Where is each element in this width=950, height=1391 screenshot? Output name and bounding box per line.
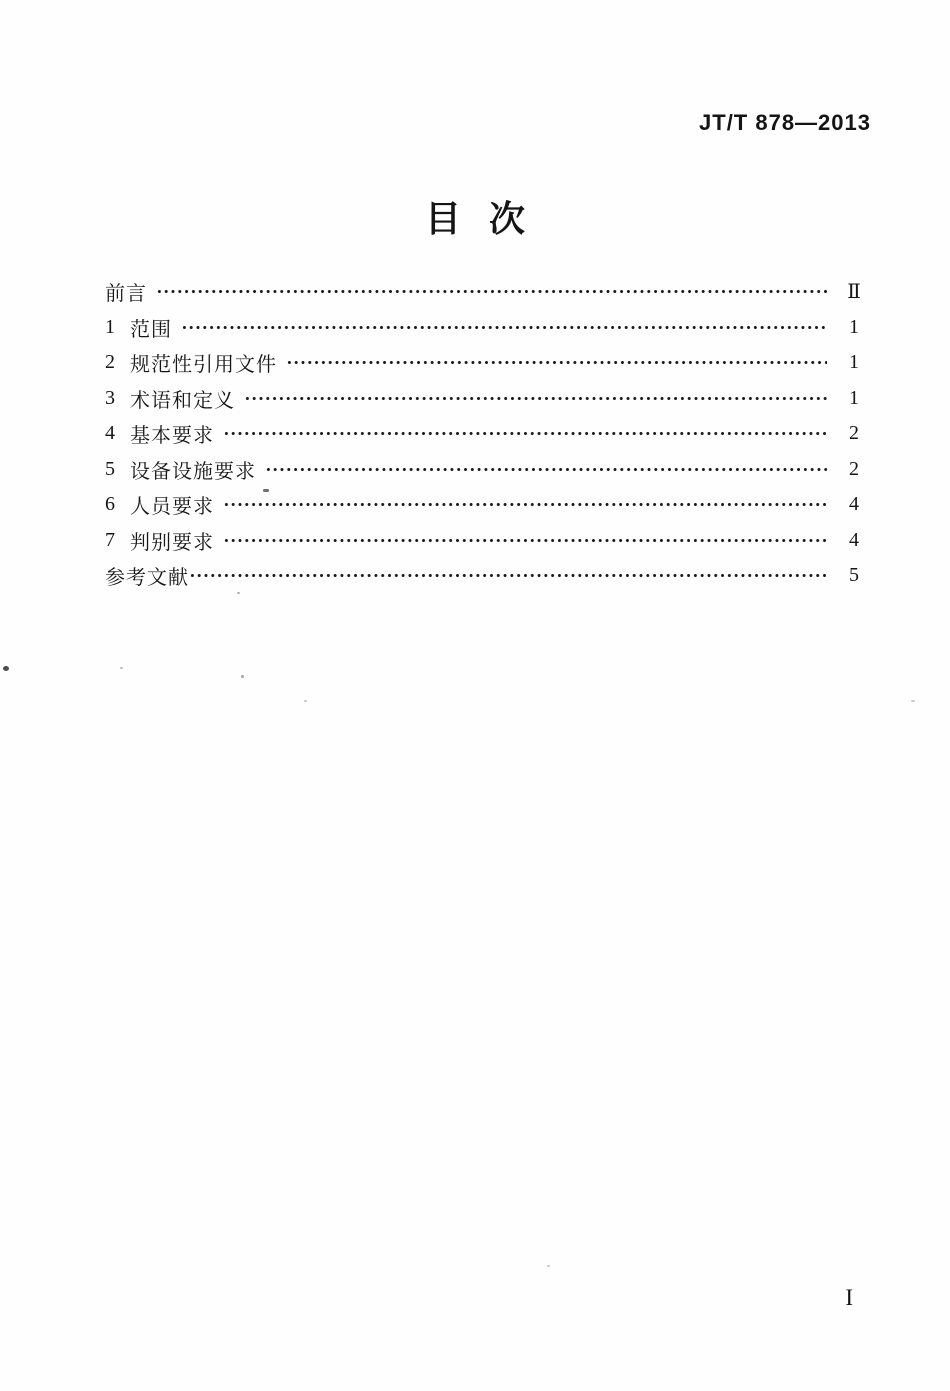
toc-entry <box>105 310 872 346</box>
scan-speck <box>304 700 307 702</box>
toc-leader-dots <box>265 452 827 488</box>
scan-speck <box>547 1265 550 1267</box>
toc-entry-page: 4 <box>849 493 859 516</box>
toc-entry-number: 1 <box>105 315 115 338</box>
toc-entry-page: 1 <box>849 315 859 338</box>
toc-entry-page: 5 <box>849 564 859 587</box>
scan-speck <box>237 592 240 594</box>
toc-entry-number: 5 <box>105 457 115 480</box>
scan-speck <box>263 489 269 492</box>
toc-entry <box>105 416 872 452</box>
toc-entry-label: 参考文献 <box>105 567 189 590</box>
toc-leader-dots <box>189 558 827 594</box>
toc-leader-dots <box>223 523 827 559</box>
scan-speck <box>241 675 244 678</box>
toc-entry <box>105 487 872 523</box>
scan-speck <box>120 667 123 669</box>
toc-entry <box>105 345 872 381</box>
toc-entry-label: 基本要求 <box>130 425 214 448</box>
toc-leader-dots <box>286 345 827 381</box>
scan-speck <box>3 666 9 671</box>
toc-entry-label: 规范性引用文件 <box>130 354 277 377</box>
page-number: I <box>845 1285 853 1310</box>
toc-entry <box>105 558 872 594</box>
toc-entry-page: Ⅱ <box>847 281 861 304</box>
toc-entry-label: 前言 <box>105 283 147 306</box>
page-title: 目 次 <box>424 198 525 239</box>
toc-entry-number: 6 <box>105 493 115 516</box>
toc-entry-label: 术语和定义 <box>130 389 235 412</box>
toc-entry-label: 设备设施要求 <box>130 460 256 483</box>
toc-entry <box>105 381 872 417</box>
toc-entry-label: 范围 <box>130 318 172 341</box>
toc-leader-dots <box>223 416 827 452</box>
toc-entry-page: 2 <box>849 457 859 480</box>
toc-leader-dots <box>181 310 827 346</box>
toc-entry-number: 2 <box>105 351 115 374</box>
toc-entry <box>105 274 872 310</box>
scan-speck <box>911 700 915 702</box>
toc-entry-label: 人员要求 <box>130 496 214 519</box>
toc-leader-dots <box>244 381 827 417</box>
toc-entry-page: 1 <box>849 386 859 409</box>
toc <box>105 274 872 594</box>
toc-entry <box>105 523 872 559</box>
toc-entry-number: 3 <box>105 386 115 409</box>
toc-entry-page: 1 <box>849 351 859 374</box>
toc-entry-number: 7 <box>105 528 115 551</box>
standard-code: JT/T 878—2013 <box>699 110 871 135</box>
toc-entry-page: 2 <box>849 422 859 445</box>
toc-entry <box>105 452 872 488</box>
toc-entry-number: 4 <box>105 422 115 445</box>
toc-entry-page: 4 <box>849 528 859 551</box>
toc-leader-dots <box>223 487 827 523</box>
toc-entry-label: 判别要求 <box>130 531 214 554</box>
toc-leader-dots <box>156 274 827 310</box>
